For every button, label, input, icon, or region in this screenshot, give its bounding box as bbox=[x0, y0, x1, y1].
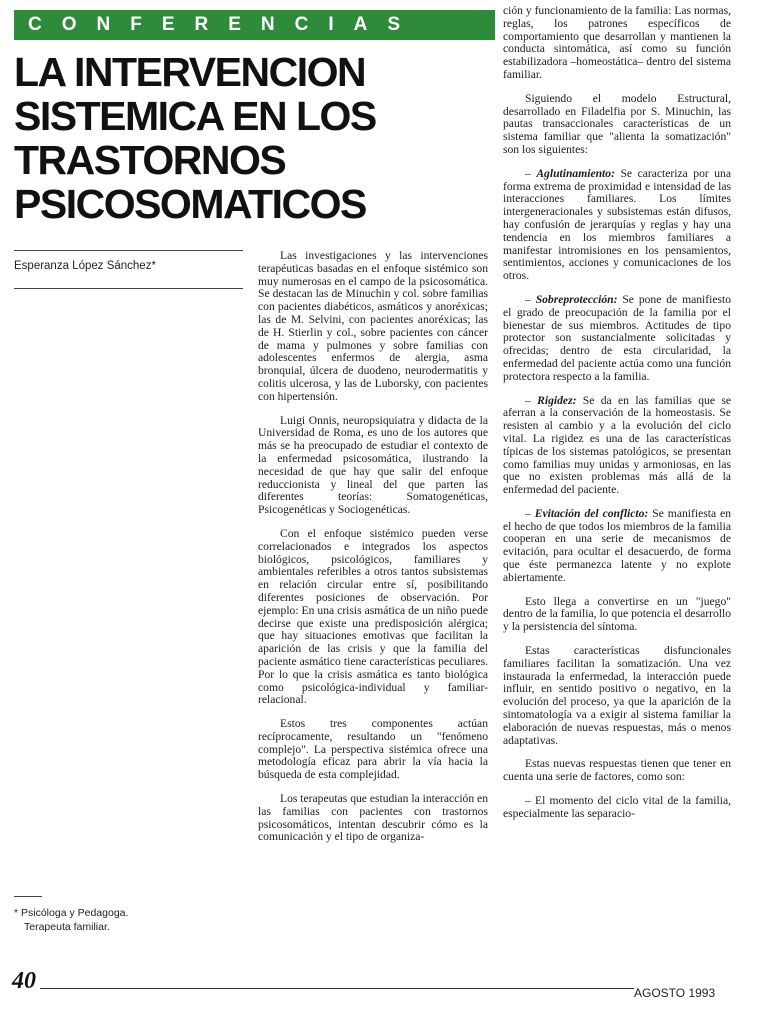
footnote-line: * Psicóloga y Pedagoga. bbox=[14, 907, 129, 919]
body-column-middle bbox=[258, 250, 488, 855]
paragraph: Estas características disfuncionales familiares facilitan la somatización. Una vez instaurada la enfermedad, la interacción puede influir, en sentido positivo o negativo, en la evolución del proceso, ya que la aparición de la sintomatología va a exigir al sistema familiar la elaboración de nuevas respuestas, más o menos adaptativas. bbox=[503, 644, 731, 747]
footnote-rule bbox=[14, 896, 42, 897]
item-dash: – bbox=[525, 166, 537, 180]
item-dash: – bbox=[525, 393, 538, 407]
paragraph: Las investigaciones y las intervenciones terapéuticas basadas en el enfoque sistémico son muy numerosas en el campo de la psicosomática. Se destacan las de Minuchin y col. sobre familias con pacientes diabéticos, asmáticos y anoréxicas; las de M. Selvini, con pacientes anoréxicas; las de H. Stierlin y col., sobre pacientes con cáncer de mama y pulmones y sobre familias con adolescentes enfermos de alergia, asma bronquial, úlcera de duodeno, neurodermatitis y colitis ulcerosa, y las de Luborsky, con pacientes con hipertensión. bbox=[258, 249, 488, 403]
title-line: PSICOSOMATICOS bbox=[14, 181, 366, 227]
footer-rule bbox=[40, 988, 634, 989]
article-title bbox=[14, 50, 494, 226]
item-term: Aglutinamiento: bbox=[536, 166, 615, 180]
item-text: Se pone de manifiesto el grado de preocupación de la familia por el bienestar de sus miembros. Actitudes de tipo protector son sustancialmente solicitadas y ofrecidas; dentro de esta circularidad, la enfermedad del paciente actúa como una función protectora respecto a la familia. bbox=[503, 292, 732, 383]
title-line: SISTEMICA EN LOS bbox=[14, 93, 376, 139]
body-column-right bbox=[503, 5, 731, 832]
definition-item bbox=[503, 508, 731, 585]
item-text: Se manifiesta en el hecho de que todos los miembros de la familia cooperan en una serie de mecanismos de evitación, para ocultar el desacuerdo, de forma que éste permanezca latente y no explote abiertamente. bbox=[503, 506, 731, 584]
item-dash: – bbox=[525, 506, 535, 520]
author-rule-top bbox=[14, 250, 243, 251]
author-rule-bottom bbox=[14, 288, 243, 289]
item-text: Se caracteriza por una forma extrema de proximidad e intensidad de las interacciones familiares. Los límites intergeneracionales y subsistemas están difusos, hay confusión de jerarquías y reglas y hay una tendencia en los miembros familiares a manifestar intromisiones en los pensamientos, sentimientos, acciones y comunicaciones de los otros. bbox=[503, 166, 731, 283]
paragraph: Esto llega a convertirse en un "juego" dentro de la familia, lo que potencia el desarrollo y la persistencia del síntoma. bbox=[503, 594, 731, 634]
item-text: Se da en las familias que se aferran a la conservación de la homeostasis. Se resisten al cambio y a la evolución del ciclo vital. La rigidez es una de las características típicas de los sistemas patológicos, se presentan como familias muy unidas y armoniosas, en las que no existen problemas más allá de la enfermedad del paciente. bbox=[503, 393, 732, 497]
definition-item bbox=[503, 294, 731, 384]
paragraph: Estos tres componentes actúan recíprocamente, resultando un "fenómeno complejo". La perspectiva sistémica ofrece una metodología eficaz para abrir la vía hacia la búsqueda de esta complejidad. bbox=[258, 717, 488, 782]
section-banner: CONFERENCIAS bbox=[14, 10, 495, 40]
item-dash: – bbox=[525, 292, 536, 306]
author-byline: Esperanza López Sánchez* bbox=[14, 260, 156, 272]
paragraph: Estas nuevas respuestas tienen que tener en cuenta una serie de factores, como son: bbox=[503, 757, 731, 784]
definition-item bbox=[503, 395, 731, 497]
footnote-line: Terapeuta familiar. bbox=[24, 921, 110, 933]
title-line: TRASTORNOS bbox=[14, 137, 286, 183]
paragraph: Los terapeutas que estudian la interacción en las familias con pacientes con trastornos psicosomáticos, intentan descubrir cómo es la comunicación y el tipo de organiza- bbox=[258, 792, 488, 844]
page-number: 40 bbox=[12, 968, 36, 994]
item-term: Sobreprotección: bbox=[535, 292, 618, 306]
paragraph: Con el enfoque sistémico pueden verse correlacionados e integrados los aspectos biológicos, psicológicos, familiares y ambientales referibles a otros tantos subsistemas en relación circular entre sí, posibilitando diferentes posiciones de observación. Por ejemplo: En una crisis asmática de un niño puede decirse que existe una predisposición alérgica; que hay situaciones emotivas que facilitan la aparición de las crisis y que la familia del paciente asmático tiene características peculiares. Por lo que la crisis asmática es tanto biológica como psicológica-individual y familiar-relacional. bbox=[258, 526, 488, 707]
paragraph: ción y funcionamiento de la familia: Las normas, reglas, los patrones específicos de comportamiento que desarrollan y mantienen la conducta sintomática, así como su función estabilizadora –homeostática– dentro del sistema familiar. bbox=[503, 4, 731, 81]
item-term: Evitación del conflicto: bbox=[534, 506, 649, 520]
issue-date: AGOSTO 1993 bbox=[634, 986, 716, 1000]
paragraph: Siguiendo el modelo Estructural, desarrollado en Filadelfia por S. Minuchin, las pautas transaccionales características de un sistema familiar que "alienta la somatización" son los siguientes: bbox=[503, 91, 731, 156]
author-footnote bbox=[14, 906, 234, 934]
item-term: Rigidez: bbox=[537, 393, 577, 407]
paragraph: – El momento del ciclo vital de la familia, especialmente las separacio- bbox=[503, 794, 731, 820]
title-line: LA INTERVENCION bbox=[14, 49, 366, 95]
definition-item bbox=[503, 168, 731, 283]
paragraph: Luigi Onnis, neuropsiquiatra y didacta de la Universidad de Roma, es uno de los autores que más se ha preocupado de estudiar el contexto de la enfermedad psicosomática, ilustrando la necesidad de que hay que salir del enfoque reduccionista y lineal del que parten las diferentes teorías: Somatogenéticas, Psicogenéticas y Sociogenéticas. bbox=[258, 413, 488, 517]
